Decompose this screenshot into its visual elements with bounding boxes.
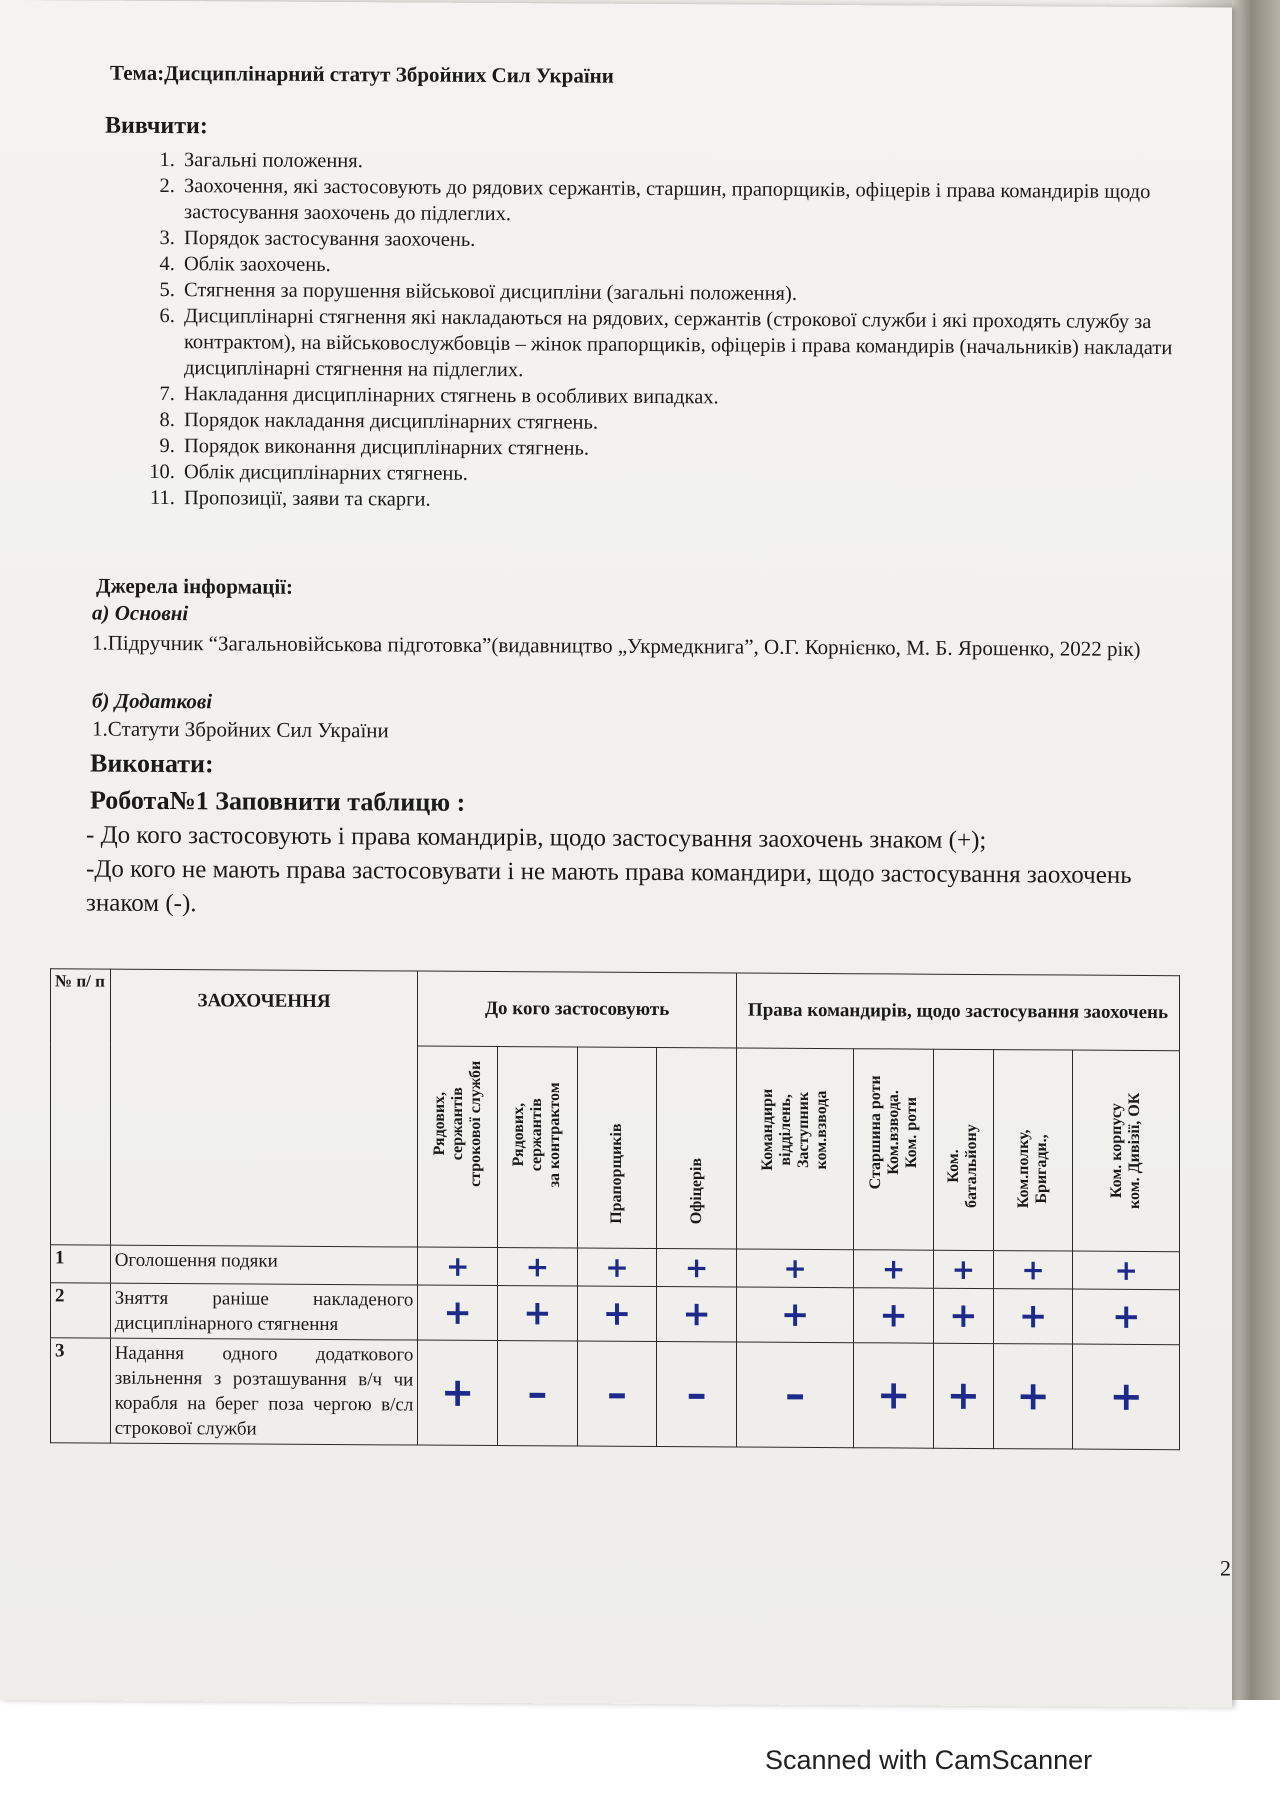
mark-cell: + [933, 1288, 993, 1343]
row-name: Оголошення подяки [110, 1245, 418, 1285]
row-number: 1 [51, 1245, 111, 1283]
list-item: 2. Заохочення, які застосовують до рядових сержантів, старшин, прапорщиків, офіцерів і права командирів щодо застосування заохочень до підлеглих. [180, 173, 1220, 231]
mark-cell: + [577, 1248, 657, 1286]
mark-cell: + [577, 1286, 657, 1341]
list-item: 3. Порядок застосування заохочень. [180, 225, 1220, 257]
subheader-cell [577, 1047, 657, 1248]
list-item: 7. Накладання дисциплінарних стягнень в особливих випадках. [180, 381, 1220, 413]
mark-cell: + [933, 1250, 993, 1288]
scanner-watermark: Scanned with CamScanner [765, 1745, 1093, 1775]
group-header-to-whom: До кого застосовують [418, 971, 737, 1048]
mark-cell: + [498, 1286, 578, 1341]
mark-cell: + [657, 1249, 737, 1287]
study-list [140, 147, 1220, 518]
column-header-reward: ЗАОХОЧЕННЯ [110, 969, 418, 1247]
sources-extra-item: 1.Статути Збройних Сил України [92, 716, 389, 743]
list-item: 8. Порядок накладання дисциплінарних стягнень. [180, 407, 1220, 439]
mark-cell: + [657, 1287, 737, 1342]
row-name: Надання одного додаткового звільнення з розташування в/ч чи корабля на берег поза чергою в/сл строкової служби [110, 1338, 418, 1445]
list-item: 6. Дисциплінарні стягнення які накладаються на рядових, сержантів (строкової служби і які проходять службу за контрактом), на військовослужбовців – жінок прапорщиків, офіцерів і права командирів (начальників) накладати дисциплінарні стягнення на підлеглих. [180, 303, 1220, 387]
rewards-table [50, 968, 1180, 1450]
list-item: 1. Загальні положення. [180, 147, 1220, 179]
mark-cell: + [854, 1343, 934, 1448]
mark-cell: + [418, 1340, 498, 1445]
topic-title: Тема:Дисциплінарний статут Збройних Сил України [110, 60, 614, 88]
mark-cell: + [498, 1248, 578, 1286]
mark-cell: + [854, 1250, 934, 1288]
mark-cell: + [1073, 1344, 1180, 1450]
page-edge-shadow [1232, 0, 1280, 1700]
subheader-cell [657, 1048, 737, 1249]
task-instructions [86, 819, 1186, 928]
mark-cell: + [933, 1343, 993, 1448]
table-row [51, 1338, 1180, 1450]
column-header-number: № п/ п [51, 969, 111, 1245]
page-number: 2 [1220, 1555, 1231, 1581]
mark-cell: + [993, 1289, 1073, 1344]
group-header-rights: Права командирів, щодо застосування заохочень [736, 973, 1179, 1051]
subheader-cell [854, 1049, 934, 1250]
instruction-minus: -До кого не мають права застосовувати і не мають права командири, щодо застосування заохочень знаком (-). [86, 855, 1132, 918]
subheader-corps: Ком. корпусу ком. Дивізії, ОК [1108, 1092, 1144, 1209]
subheader-cell [736, 1048, 853, 1250]
list-item: 11. Пропозиції, заяви та скарги. [180, 485, 1220, 517]
mark-cell: + [993, 1251, 1073, 1289]
mark-cell: + [1073, 1289, 1180, 1345]
subheader-conscripts: Рядових, сержантів строкової служби [430, 1060, 484, 1187]
task-heading: Виконати: [90, 748, 214, 779]
row-name: Зняття раніше накладеного дисциплінарного стягнення [110, 1283, 418, 1340]
table-row [51, 1283, 1180, 1345]
sources-main-label: а) Основні [92, 600, 189, 626]
subheader-cell [1073, 1050, 1180, 1252]
subheader-squad-commanders: Командири відділень, Заступник ком.взвода [759, 1088, 831, 1171]
mark-cell: + [418, 1247, 498, 1285]
subheader-company: Старшина роти Ком.взвода. Ком. роти [866, 1075, 920, 1190]
subheader-battalion: Ком. батальйону [945, 1124, 981, 1208]
row-number: 3 [51, 1338, 111, 1443]
list-item: 9. Порядок виконання дисциплінарних стягнень. [180, 433, 1220, 465]
list-item: 4. Облік заохочень. [180, 251, 1220, 283]
mark-cell: – [657, 1342, 737, 1447]
subheader-regiment: Ком.полку, Бригади., [1015, 1129, 1051, 1209]
list-item: 5. Стягнення за порушення військової дисципліни (загальні положення). [180, 277, 1220, 309]
sources-main-item: 1.Підручник “Загальновійськова підготовка”(видавництво „Укрмедкнига”, О.Г. Корнієнко, М. Б. Ярошенко, 2022 рік) [92, 630, 1141, 661]
work-title: Робота№1 Заповнити таблицю : [90, 785, 466, 817]
subheader-cell [933, 1049, 993, 1250]
sources-extra-label: б) Додаткові [92, 688, 213, 714]
list-item: 10. Облік дисциплінарних стягнень. [180, 459, 1220, 491]
subheader-officers: Офіцерів [687, 1157, 705, 1225]
subheader-cell [498, 1047, 578, 1248]
subheader-contract: Рядових, сержантів за контрактом [510, 1082, 564, 1188]
subheader-warrant-officers: Прапорщиків [607, 1123, 625, 1224]
row-number: 2 [51, 1283, 111, 1338]
subheader-cell [418, 1046, 498, 1247]
instruction-plus: - До кого застосовують і права командирів, щодо застосування заохочень знаком (+); [86, 821, 987, 855]
mark-cell: + [736, 1287, 853, 1343]
study-heading: Вивчити: [105, 112, 208, 140]
sources-heading: Джерела інформації: [96, 573, 293, 599]
mark-cell: + [1073, 1251, 1180, 1290]
mark-cell: + [854, 1288, 934, 1343]
mark-cell: – [577, 1341, 657, 1446]
mark-cell: + [418, 1285, 498, 1340]
mark-cell: + [736, 1249, 853, 1288]
mark-cell: – [498, 1341, 578, 1446]
mark-cell: + [993, 1344, 1073, 1449]
mark-cell: – [736, 1342, 853, 1448]
subheader-cell [993, 1050, 1073, 1251]
